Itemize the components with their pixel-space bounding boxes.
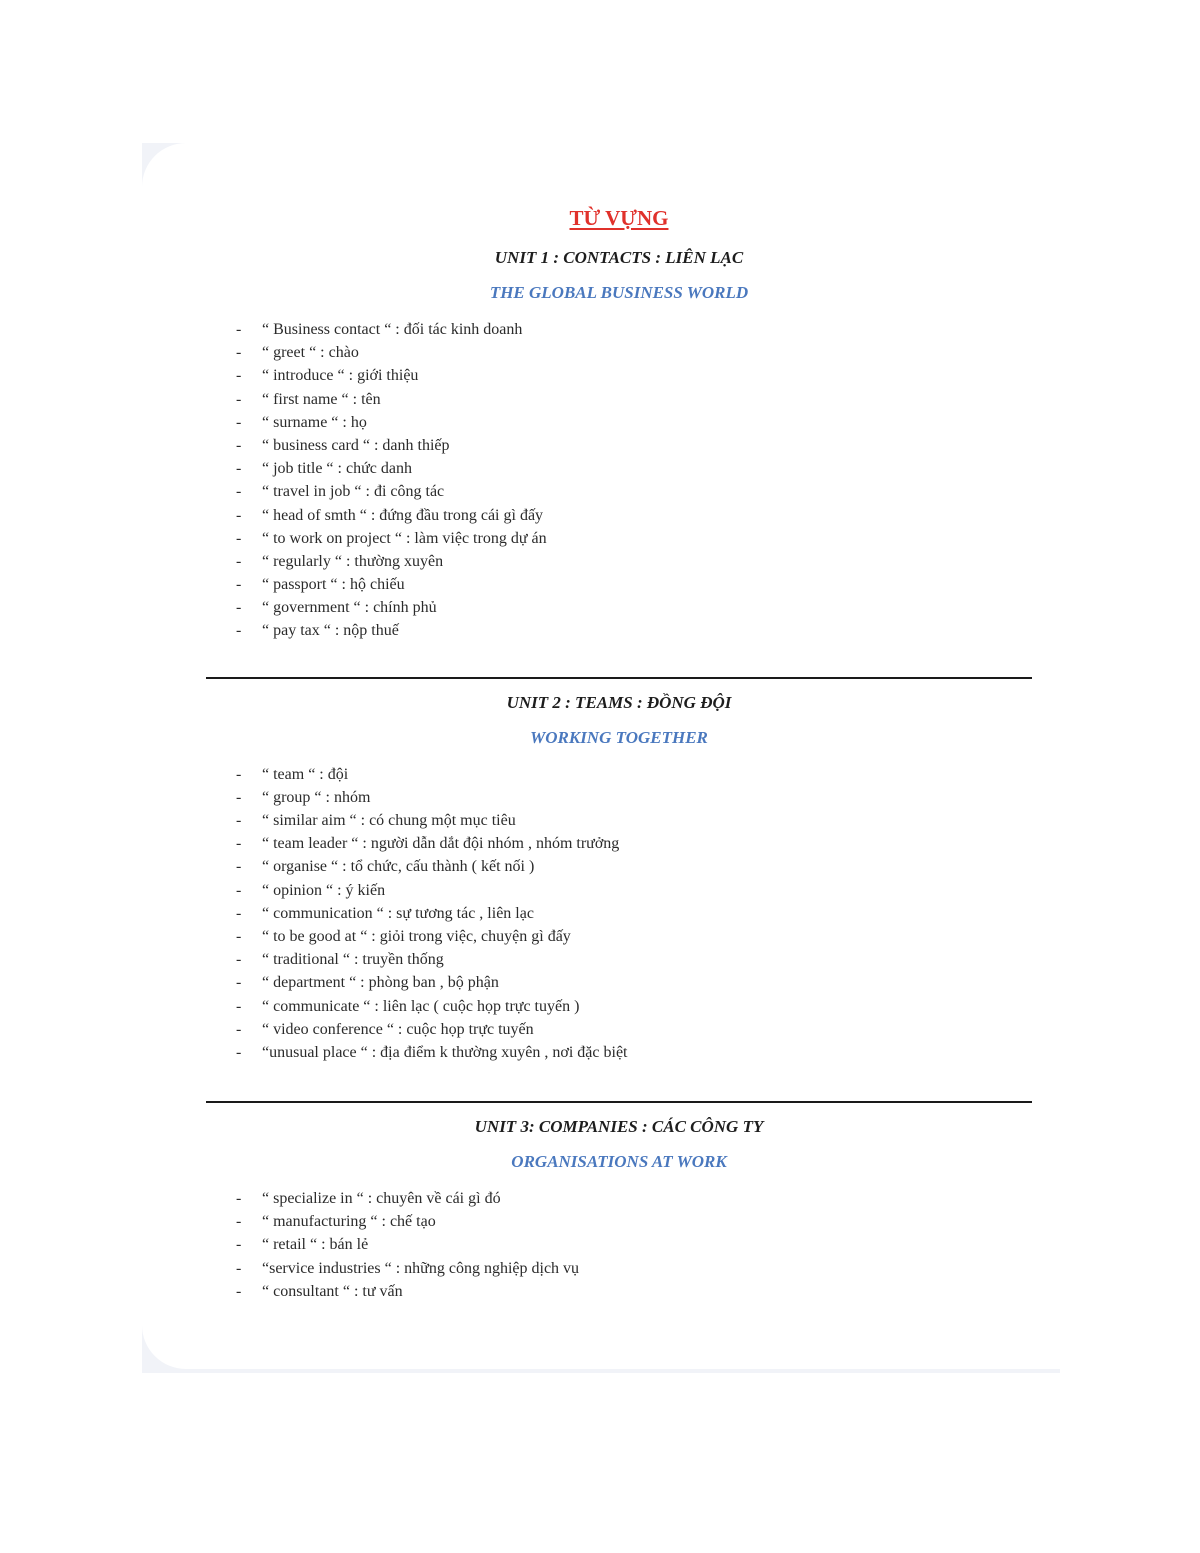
bullet-dash: - [236,812,242,829]
bullet-dash: - [236,1020,242,1038]
bullet-dash: - [236,997,242,1015]
bullet-dash: - [236,483,242,501]
vocab-text: “ greet “ : chào [262,344,359,362]
vocab-item [206,1257,1032,1280]
vocab-item [206,1210,1032,1233]
vocab-text: “ pay tax “ : nộp thuế [262,622,399,640]
vocab-text: “ introduce “ : giới thiệu [262,367,419,385]
vocab-text: “ group “ : nhóm [262,788,371,806]
section-divider [206,1101,1032,1103]
bullet-dash: - [236,1043,242,1061]
vocab-text: “ team “ : đội [262,765,349,783]
vocab-item [206,925,1032,948]
unit-2-subtitle: WORKING TOGETHER [530,727,708,747]
vocab-item [206,948,1032,971]
bullet-dash: - [236,1213,242,1231]
vocab-text: “ retail “ : bán lẻ [262,1236,369,1254]
vocab-text: “ opinion “ : ý kiến [262,881,386,899]
unit-3-section [206,1116,1032,1303]
unit-1-vocab-list [206,318,1032,643]
vocab-item [206,1187,1032,1210]
document-content [206,205,1032,1303]
bullet-dash: - [236,951,242,969]
vocab-text: “ to work on project “ : làm việc trong dự án [262,529,547,547]
unit-3-vocab-list [206,1187,1032,1303]
vocab-text: “ job title “ : chức danh [262,460,412,478]
vocab-item [206,434,1032,457]
vocab-text: “ team leader “ : người dẫn dắt đội nhóm , nhóm trưởng [262,835,620,853]
vocab-item [206,527,1032,550]
vocab-item [206,879,1032,902]
bullet-dash: - [236,1282,242,1300]
vocab-text: “ travel in job “ : đi công tác [262,483,445,501]
vocab-item [206,1041,1032,1064]
bullet-dash: - [236,529,242,547]
bullet-dash: - [236,436,242,454]
bullet-dash: - [236,413,242,431]
bullet-dash: - [236,552,242,570]
bullet-dash: - [236,927,242,945]
vocab-text: “ similar aim “ : có chung một mục tiêu [262,812,516,829]
section-divider [206,677,1032,679]
vocab-item [206,809,1032,832]
vocab-item [206,1018,1032,1041]
vocab-text: “ traditional “ : truyền thống [262,951,444,969]
vocab-item [206,855,1032,878]
vocab-text: “ first name “ : tên [262,390,381,408]
vocab-text: “ head of smth “ : đứng đầu trong cái gì đấy [262,506,544,524]
vocab-text: “ business card “ : danh thiếp [262,436,450,454]
vocab-text: “ passport “ : hộ chiếu [262,576,405,594]
bullet-dash: - [236,904,242,922]
vocab-text: “ video conference “ : cuộc họp trực tuyến [262,1020,534,1038]
vocab-text: “ government “ : chính phủ [262,599,437,617]
vocab-item [206,971,1032,994]
vocab-item [206,786,1032,809]
bullet-dash: - [236,835,242,853]
vocab-item [206,902,1032,925]
vocab-item [206,763,1032,786]
vocab-item [206,388,1032,411]
main-title: TỪ VỰNG [569,206,669,230]
vocab-item [206,341,1032,364]
vocab-text: “ Business contact “ : đối tác kinh doanh [262,321,523,338]
bullet-dash: - [236,1190,242,1208]
vocab-text: “ manufacturing “ : chế tạo [262,1213,436,1231]
vocab-item [206,364,1032,387]
vocab-item [206,318,1032,341]
unit-1-title: UNIT 1 : CONTACTS : LIÊN LẠC [494,248,744,267]
vocab-text: “ surname “ : họ [262,413,367,431]
bullet-dash: - [236,576,242,594]
bullet-dash: - [236,1236,242,1254]
bullet-dash: - [236,390,242,408]
bullet-dash: - [236,506,242,524]
bullet-dash: - [236,788,242,806]
unit-3-subtitle: ORGANISATIONS AT WORK [511,1152,727,1172]
vocab-item [206,411,1032,434]
vocab-text: “ to be good at “ : giỏi trong việc, chuyện gì đấy [262,927,571,945]
bullet-dash: - [236,460,242,478]
vocab-text: “ consultant “ : tư vấn [262,1282,403,1300]
bullet-dash: - [236,765,242,783]
vocab-item [206,550,1032,573]
vocab-text: “ department “ : phòng ban , bộ phận [262,974,499,992]
vocab-item [206,573,1032,596]
vocab-item [206,596,1032,619]
vocab-text: “ organise “ : tổ chức, cấu thành ( kết nối ) [262,858,535,876]
bullet-dash: - [236,321,242,338]
bullet-dash: - [236,344,242,362]
unit-1-section [206,247,1032,643]
vocab-item [206,619,1032,642]
bullet-dash: - [236,881,242,899]
vocab-text: “service industries “ : những công nghiệp dịch vụ [262,1259,580,1277]
vocab-text: “ specialize in “ : chuyên về cái gì đó [262,1190,501,1208]
bullet-dash: - [236,367,242,385]
vocab-item [206,832,1032,855]
unit-2-section [206,692,1032,1064]
unit-2-title: UNIT 2 : TEAMS : ĐỒNG ĐỘI [506,692,732,712]
bullet-dash: - [236,599,242,617]
vocab-text: “ communicate “ : liên lạc ( cuộc họp trực tuyến ) [262,997,580,1015]
unit-2-vocab-list [206,763,1032,1064]
vocab-item [206,457,1032,480]
vocab-item [206,504,1032,527]
bullet-dash: - [236,858,242,876]
vocab-text: “unusual place “ : địa điểm k thường xuyên , nơi đặc biệt [262,1043,628,1061]
vocab-text: “ regularly “ : thường xuyên [262,552,444,570]
unit-3-title: UNIT 3: COMPANIES : CÁC CÔNG TY [474,1117,764,1137]
vocab-item [206,480,1032,503]
unit-1-subtitle: THE GLOBAL BUSINESS WORLD [489,283,749,302]
vocab-item [206,995,1032,1018]
vocab-item [206,1280,1032,1303]
bullet-dash: - [236,622,242,640]
bullet-dash: - [236,974,242,992]
vocab-item [206,1233,1032,1256]
vocab-text: “ communication “ : sự tương tác , liên lạc [262,904,534,922]
bullet-dash: - [236,1259,242,1277]
